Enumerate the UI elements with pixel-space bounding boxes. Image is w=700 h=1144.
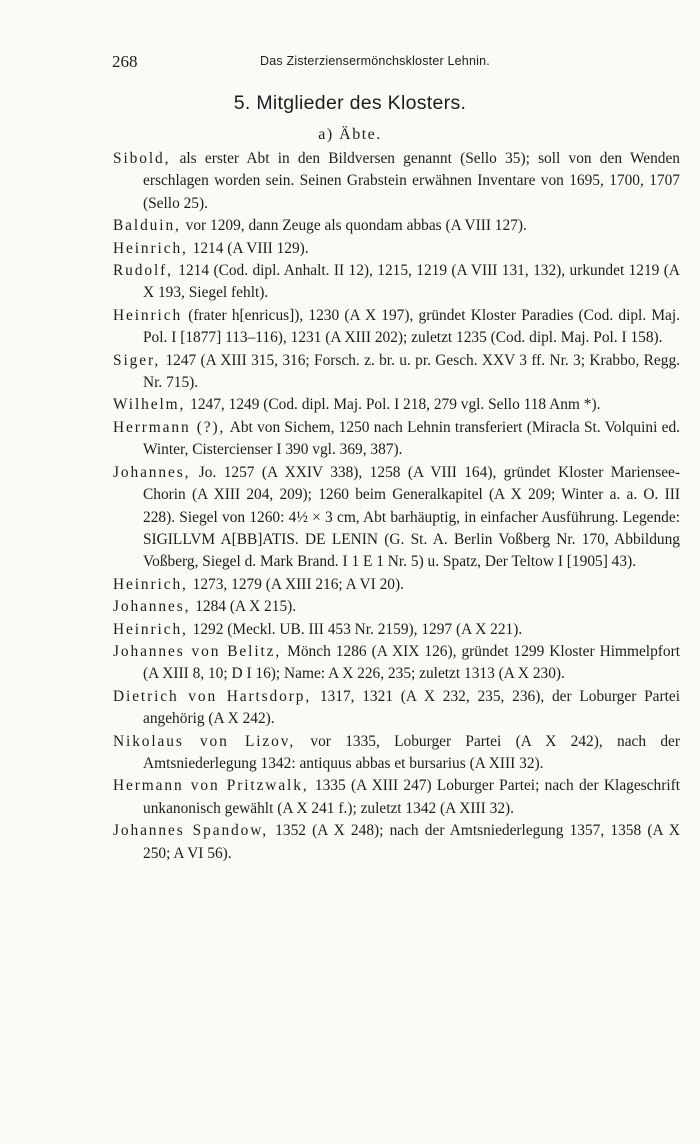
list-item bbox=[113, 350, 680, 395]
entry-text: 1292 (Meckl. UB. III 453 Nr. 2159), 1297 (A X 221). bbox=[188, 620, 523, 638]
page-number: 268 bbox=[112, 52, 138, 71]
entry-text: vor 1209, dann Zeuge als quondam abbas (A VIII 127). bbox=[181, 217, 527, 235]
abbot-name: Johannes Spandow, bbox=[113, 822, 269, 840]
entry-text: Mönch 1286 (A XIX 126), gründet 1299 Kloster Himmelpfort (A XIII 8, 10; D I 16); Name: A X 226, 235; zuletzt 1313 (A X 230). bbox=[143, 642, 680, 683]
abbot-name: Heinrich, bbox=[113, 620, 188, 638]
list-item bbox=[113, 462, 680, 574]
abbot-name: Hermann von Pritzwalk, bbox=[113, 777, 309, 795]
abbot-name: Heinrich, bbox=[113, 239, 188, 257]
list-item bbox=[113, 574, 680, 596]
abbot-name: Balduin, bbox=[113, 217, 181, 235]
entry-text: 1317, 1321 (A X 232, 235, 236), der Loburger Partei angehörig (A X 242). bbox=[143, 687, 680, 728]
entry-text: vor 1335, Loburger Partei (A X 242), nach der Amtsniederlegung 1342: antiquus abbas et bursarius (A XIII 32). bbox=[143, 732, 680, 772]
list-item bbox=[113, 215, 680, 237]
abbot-name: Herrmann (?), bbox=[113, 418, 226, 436]
list-item bbox=[113, 417, 680, 462]
entry-text: als erster Abt in den Bildversen genannt (Sello 35); soll von den Wenden erschlagen worden sein. Seinen Grabstein erwähnen Inventare von 1695, 1700, 1707 (Sello 25). bbox=[143, 150, 680, 212]
abbot-name: Johannes, bbox=[113, 463, 191, 481]
list-item bbox=[113, 641, 680, 686]
subsection-title: a) Äbte. bbox=[318, 126, 382, 143]
entry-text: 1273, 1279 (A XIII 216; A VI 20). bbox=[188, 575, 404, 593]
list-item bbox=[113, 686, 680, 731]
page-header bbox=[0, 50, 700, 74]
entry-text: 1214 (Cod. dipl. Anhalt. II 12), 1215, 1219 (A VIII 131, 132), urkundet 1219 (A X 193, Siegel fehlt). bbox=[143, 262, 680, 302]
entry-text: (frater h[enricus]), 1230 (A X 197), gründet Kloster Paradies (Cod. dipl. Maj. Pol. I [1877] 113–116), 1231 (A XIII 202); zuletzt 1235 (Cod. dipl. Maj. Pol. I 158). bbox=[143, 306, 680, 347]
entry-text: Jo. 1257 (A XXIV 338), 1258 (A VIII 164), gründet Kloster Mariensee-Chorin (A XIII 204, 209); 1260 beim Generalkapitel (A X 209; Winter a. a. O. III 228). Siegel von 1260: 4½ × 3 cm, Abt barhäuptig, in einfacher Ausführung. Legende: SIGILLVM A[BB]ATIS. DE LENIN (G. St. A. Berlin Voßberg Nr. 170, Abbildung Voßberg, Siegel d. Mark Brand. I 1 E 1 Nr. 5) u. Spatz, Der Teltow I [1905] 43). bbox=[143, 463, 680, 571]
entry-text: 1214 (A VIII 129). bbox=[188, 239, 309, 257]
list-item bbox=[113, 238, 680, 260]
abbot-name: Nikolaus von Lizov, bbox=[113, 732, 296, 750]
abbot-list bbox=[113, 148, 680, 865]
abbot-name: Heinrich, bbox=[113, 575, 188, 593]
abbot-name: Siger, bbox=[113, 351, 161, 369]
entry-text: 1352 (A X 248); nach der Amtsniederlegung 1357, 1358 (A X 250; A VI 56). bbox=[143, 822, 680, 862]
entry-text: 1335 (A XIII 247) Loburger Partei; nach der Klageschrift unkanonisch gewählt (A X 241 f.); zuletzt 1342 (A XIII 32). bbox=[143, 777, 680, 817]
list-item bbox=[113, 731, 680, 776]
entry-text: 1247, 1249 (Cod. dipl. Maj. Pol. I 218, 279 vgl. Sello 118 Anm *). bbox=[186, 396, 601, 414]
abbot-name: Rudolf, bbox=[113, 262, 173, 280]
entry-text: 1247 (A XIII 315, 316; Forsch. z. br. u. pr. Gesch. XXV 3 ff. Nr. 3; Krabbo, Regg. Nr. 715). bbox=[143, 351, 680, 392]
entry-text: Abt von Sichem, 1250 nach Lehnin transferiert (Miracla St. Volquini ed. Winter, Cistercienser I 390 vgl. 369, 387). bbox=[143, 418, 681, 459]
list-item bbox=[113, 619, 680, 641]
abbot-name: Sibold, bbox=[113, 150, 171, 167]
abbot-name: Wilhelm, bbox=[113, 396, 186, 414]
list-item bbox=[113, 394, 680, 416]
list-item bbox=[113, 260, 680, 305]
section-title: 5. Mitglieder des Klosters. bbox=[233, 92, 467, 114]
list-item bbox=[113, 305, 680, 350]
list-item bbox=[113, 596, 680, 618]
abbot-name: Johannes, bbox=[113, 598, 191, 616]
abbot-name: Heinrich bbox=[113, 306, 183, 324]
list-item bbox=[113, 775, 680, 820]
list-item bbox=[113, 148, 680, 215]
running-head: Das Zisterziensermönchskloster Lehnin. bbox=[260, 54, 490, 68]
abbot-name: Dietrich von Hartsdorp, bbox=[113, 687, 312, 705]
abbot-name: Johannes von Belitz, bbox=[113, 642, 282, 660]
list-item bbox=[113, 820, 680, 865]
entry-text: 1284 (A X 215). bbox=[191, 598, 297, 616]
